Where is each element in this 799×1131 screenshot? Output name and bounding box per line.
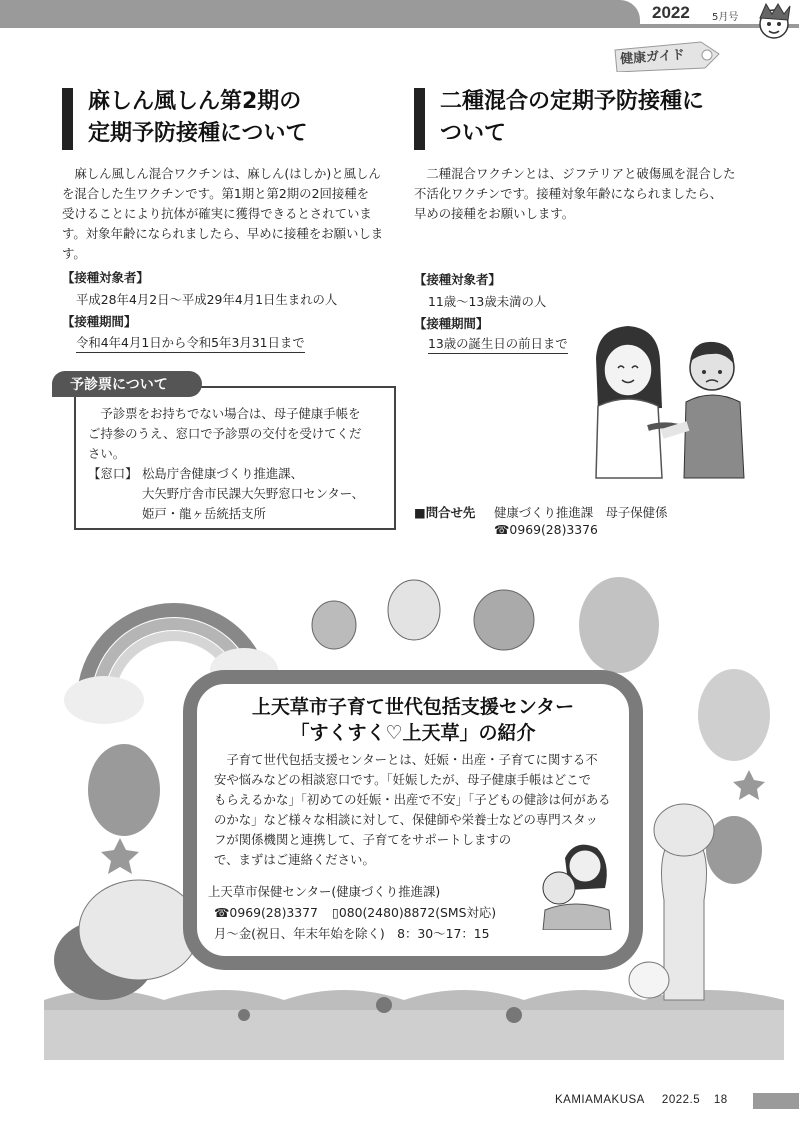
left-body-line3: 受けることにより抗体が確実に獲得できるとされていま [62,206,372,221]
yoshin-window-label: 【窓口】 [88,466,138,481]
center-org: 上天草市保健センター(健康づくり推進課) [208,884,441,899]
center-body-line6: で、まずはご連絡ください。 [214,852,375,867]
center-body-line5: フが関係機関と連携して、子育てをサポートしますの [214,832,512,847]
right-period-value: 13歳の誕生日の前日まで [428,334,568,354]
yoshin-window-line3: 姫戸・龍ヶ岳統括支所 [142,506,266,521]
right-target-label: 【接種対象者】 [414,272,501,287]
mascot-icon [752,2,796,42]
issue-year: 2022 [652,3,690,22]
center-phone: ☎0969(28)3377 [214,905,318,920]
right-body-line1: 二種混合ワクチンとは、ジフテリアと破傷風を混合した [426,166,736,181]
issue-month: 5月号 [712,12,739,23]
footer-magazine [555,1094,728,1106]
left-body-line2: を混合した生ワクチンです。第1期と第2期の2回接種を [62,186,370,201]
footer-issue: 2022.5 [661,1094,701,1106]
center-body-line3: もらえるかな」「初めての妊娠・出産で不安」「子どもの健診は何がある [214,792,611,807]
footer-magazine-name: KAMIAMAKUSA [555,1094,645,1106]
left-heading-bar [62,88,73,150]
health-guide-label: 健康ガイド [619,47,686,68]
center-title-line1: 上天草市子育て世代包括支援センター [251,696,575,718]
yoshin-body-line1: 予診票をお持ちでない場合は、母子健康手帳を [100,406,361,421]
left-title-line1: 麻しん風しん第2期の [88,89,302,114]
left-body-line5: す。 [62,246,86,261]
yoshin-window-line1: 松島庁舎健康づくり推進課、 [142,466,304,481]
contact-label: ■問合せ先 [414,505,476,520]
right-period-label: 【接種期間】 [414,316,489,331]
yoshin-body-line3: さい。 [88,446,126,461]
left-body-line1: 麻しん風しん混合ワクチンは、麻しん(はしか)と風しん [74,166,381,181]
footer-bar [753,1093,799,1109]
yoshin-body-line2: ご持参のうえ、窓口で予診票の交付を受けてくだ [88,426,362,441]
right-title-line1: 二種混合の定期予防接種に [440,89,705,114]
center-body-line1: 子育て世代包括支援センターとは、妊娠・出産・子育てに関する不 [226,752,598,767]
yoshin-window-line2: 大矢野庁舎市民課大矢野窓口センター、 [142,486,365,501]
header-band [0,0,640,24]
right-target-value: 11歳～13歳未満の人 [428,294,547,309]
center-body-line4: のかな」など様々な相談に対して、保健師や栄養士などの専門スタッ [214,812,598,827]
center-hours: 月～金(祝日、年末年始を除く) 8：30～17：15 [214,926,490,941]
yoshin-title: 予診票について [70,377,168,393]
center-title-line2: 「すくすく♡上天草」の紹介 [290,722,536,744]
contact-phone: ☎0969(28)3376 [494,522,598,537]
nurse-vaccination-illustration [588,318,748,488]
left-target-value: 平成28年4月2日～平成29年4月1日生まれの人 [76,292,338,307]
center-mobile: ▯080(2480)8872(SMS対応) [332,905,497,920]
contact-value: 健康づくり推進課 母子保健係 [494,505,668,520]
right-heading-bar [414,88,425,150]
footer-page: 18 [713,1094,728,1106]
header-rule [0,24,799,28]
left-title-line2: 定期予防接種について [88,121,308,146]
center-body-line2: 安や悩みなどの相談窓口です。「妊娠したが、母子健康手帳はどこで [214,772,591,787]
right-body-line3: 早めの接種をお願いします。 [414,206,575,221]
left-body-line4: す。対象年齢になられましたら、早めに接種をお願いしま [62,226,384,241]
left-period-label: 【接種期間】 [62,314,137,329]
left-period-value: 令和4年4月1日から令和5年3月31日まで [76,333,305,353]
left-target-label: 【接種対象者】 [62,270,149,285]
right-body-line2: 不活化ワクチンです。接種対象年齢になられましたら、 [414,186,723,201]
right-title-line2: ついて [440,121,507,146]
mother-baby-illustration [535,838,615,930]
